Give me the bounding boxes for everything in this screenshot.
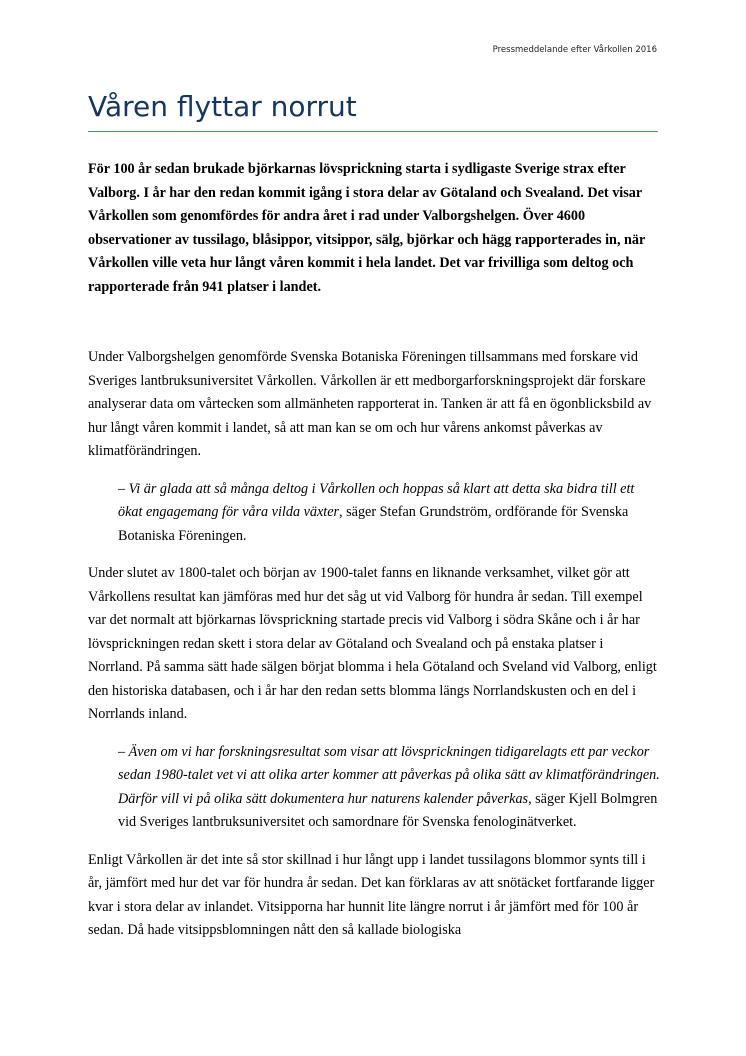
quote-kjell-bolmgren bbox=[88, 741, 660, 835]
quote-attribution: , säger Stefan Grundström, ordförande för Svenska Botaniska Föreningen. bbox=[118, 504, 629, 544]
body-paragraph-3: Enligt Vårkollen är det inte så stor skillnad i hur långt upp i landet tussilagons blommor synts till i år, jämfört med hur det var för hundra år sedan. Det kan förklaras av att snötäcket fortfarande ligger kvar i stora delar av inlandet. Vitsipporna har hunnit lite längre norrut i år jämfört med för 100 år sedan. Då hade vitsippsblomningen nått den så kallade biologiska bbox=[88, 851, 655, 938]
quote-attribution: , säger Kjell Bolmgren vid Sveriges lantbruksuniversitet och samordnare för Svenska fenologinätverket. bbox=[118, 790, 658, 830]
quote-text: – Vi är glada att så många deltog i Vårkollen och hoppas så klart att detta ska bidra till ett ökat engagemang för våra vilda växter bbox=[118, 480, 635, 520]
document-body bbox=[88, 158, 660, 957]
body-paragraph-2: Under slutet av 1800-talet och början av 1900-talet fanns en liknande verksamhet, vilket gör att Vårkollens resultat kan jämföras med hur det såg ut vid Valborg för hundra år sedan. Till exempel var det normalt att björkarnas lövsprickning startade precis vid Valborg i södra Skåne och i år har lövsprickningen redan skett i stora delar av Götaland och Svealand och på enstaka platser i Norrland. På samma sätt hade sälgen börjat blomma i hela Götaland och Sveland vid Valborg, enligt den historiska databasen, och i år har den redan setts blomma längs Norrlandskusten och en del i Norrlands inland. bbox=[88, 565, 657, 722]
page-title: Våren flyttar norrut bbox=[88, 90, 357, 123]
lead-paragraph: För 100 år sedan brukade björkarnas lövsprickning starta i sydligaste Sverige strax efter Valborg. I år har den redan kommit igång i stora delar av Götaland och Svealand. Det visar Vårkollen som genomfördes för andra året i rad under Valborgshelgen. Över 4600 observationer av tussilago, blåsippor, vitsippor, sälg, björkar och hägg rapporterades in, när Vårkollen ville veta hur långt våren kommit i hela landet. Det var frivilliga som deltog och rapporterade från 941 platser i landet. bbox=[88, 161, 646, 295]
document-header-note: Pressmeddelande efter Vårkollen 2016 bbox=[492, 45, 657, 55]
title-underline bbox=[88, 131, 658, 132]
spacer bbox=[88, 299, 660, 346]
body-paragraph-1: Under Valborgshelgen genomförde Svenska Botaniska Föreningen tillsammans med forskare vid Sveriges lantbruksuniversitet Vårkollen. Vårkollen är ett medborgarforskningsprojekt där forskare analyserar data om vårtecken som allmänheten rapporterat in. Tanken är att få en ögonblicksbild av hur långt våren kommit i landet, så att man kan se om och hur vårens ankomst påverkas av klimatförändringen. bbox=[88, 349, 652, 459]
quote-stefan-grundstrom bbox=[88, 478, 660, 549]
quote-text: – Även om vi har forskningsresultat som visar att lövsprickningen tidigarelagts ett par veckor sedan 1980-talet vet vi att olika arter kommer att påverkas på olika sätt av klimatförändringen. Därför vill vi på olika sätt dokumentera hur naturens kalender påverkas bbox=[118, 743, 660, 807]
